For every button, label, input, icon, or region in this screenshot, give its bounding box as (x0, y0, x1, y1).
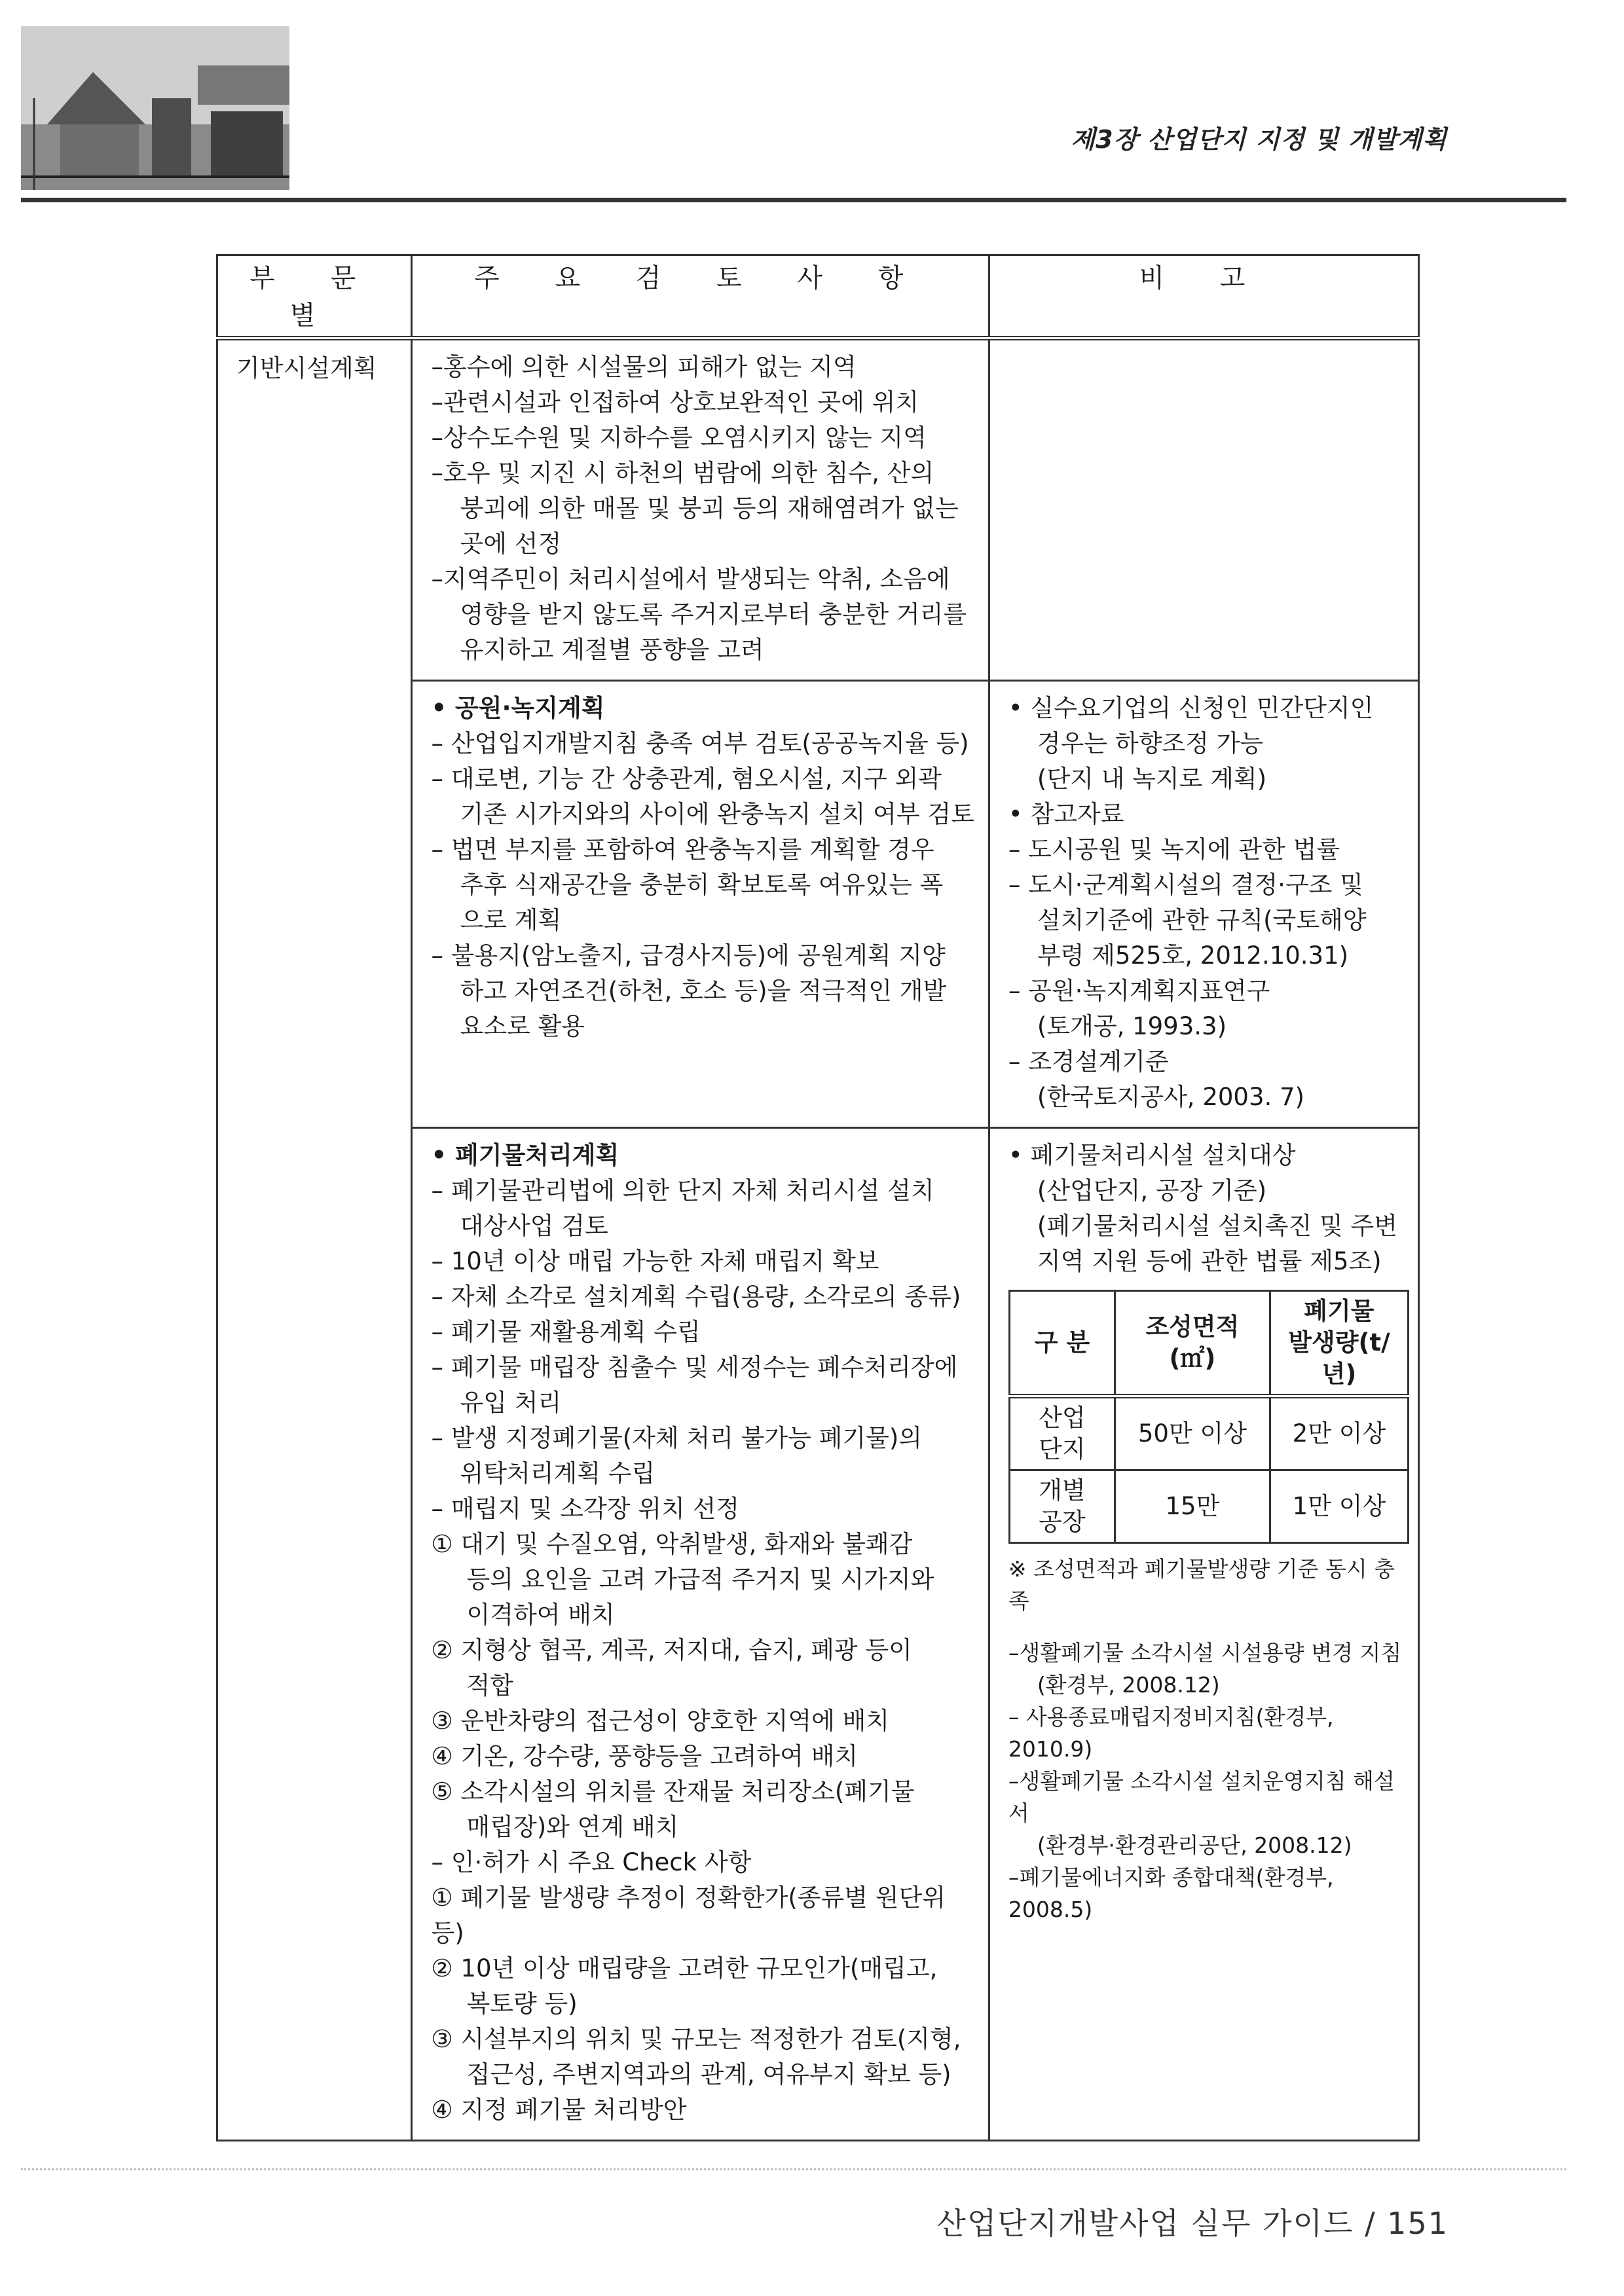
header-remarks: 비 고 (989, 255, 1418, 338)
list-item: ③ 운반차량의 접근성이 양호한 지역에 배치 (431, 1707, 890, 1735)
list-item: 위탁처리계획 수립 (460, 1459, 655, 1487)
list-item: ① 폐기물 발생량 추정이 정확한가(종류별 원단위 등) (431, 1884, 946, 1947)
remark-item: –생활폐기물 소각시설 시설용량 변경 지침 (1008, 1640, 1402, 1666)
remark-item: (토개공, 1993.3) (1037, 1012, 1227, 1040)
remarks-empty-cell (989, 338, 1418, 681)
remark-item: – 도시공원 및 녹지에 관한 법률 (1008, 835, 1340, 864)
remark-item: 설치기준에 관한 규칙(국토해양 (1037, 906, 1367, 934)
list-item: –호우 및 지진 시 하천의 범람에 의한 침수, 산의 (431, 459, 934, 487)
inner-header-area: 조성면적 (㎡) (1115, 1291, 1270, 1396)
list-item: –관련시설과 인접하여 상호보완적인 곳에 위치 (431, 388, 919, 416)
section-label: 기반시설계획 (217, 338, 412, 2141)
list-item: – 발생 지정폐기물(자체 처리 불가능 폐기물)의 (431, 1424, 923, 1452)
waste-plan-cell (412, 1128, 989, 2141)
header-division: 부 문 별 (217, 255, 412, 338)
facility-siting-cell (412, 338, 989, 681)
inner-cell: 1만 이상 (1270, 1470, 1408, 1543)
remark-item: • 참고자료 (1008, 800, 1124, 828)
inner-cell: 15만 (1115, 1470, 1270, 1543)
list-item: 등의 요인을 고려 가급적 주거지 및 시가지와 (466, 1565, 934, 1594)
list-item: 접근성, 주변지역과의 관계, 여유부지 확보 등) (466, 2060, 951, 2088)
list-item: – 매립지 및 소각장 위치 선정 (431, 1495, 739, 1523)
list-item: 붕괴에 의한 매몰 및 붕괴 등의 재해염려가 없는 (460, 494, 959, 522)
inner-header-row (1009, 1291, 1408, 1396)
remark-item: 지역 지원 등에 관한 법률 제5조) (1037, 1247, 1382, 1275)
remark-item: – 조경설계기준 (1008, 1048, 1169, 1076)
remark-item: 경우는 하향조정 가능 (1037, 729, 1264, 757)
list-item: – 폐기물 재활용계획 수립 (431, 1318, 701, 1346)
list-item: 적합 (466, 1671, 513, 1700)
header-rule (21, 198, 1566, 202)
chapter-title: 제3장 산업단지 지정 및 개발계획 (1071, 125, 1447, 154)
list-item: – 불용지(암노출지, 급경사지등)에 공원계획 지양 (431, 941, 946, 970)
list-item: ③ 시설부지의 위치 및 규모는 적정한가 검토(지형, (431, 2025, 961, 2053)
list-item: 하고 자연조건(하천, 호소 등)을 적극적인 개발 (460, 977, 947, 1005)
footer-rule (21, 2168, 1566, 2170)
list-item: –지역주민이 처리시설에서 발생되는 악취, 소음에 (431, 565, 950, 593)
inner-cell: 개별 공장 (1009, 1470, 1115, 1543)
list-item: – 폐기물 매립장 침출수 및 세정수는 폐수처리장에 (431, 1353, 958, 1381)
inner-row (1009, 1396, 1408, 1470)
remark-item: – 공원·녹지계획지표연구 (1008, 977, 1270, 1005)
header-photo (21, 26, 289, 190)
list-item: 복토량 등) (466, 1990, 578, 2018)
list-item: ④ 지정 폐기물 처리방안 (431, 2096, 687, 2124)
inner-row (1009, 1470, 1408, 1543)
list-item: 추후 식재공간을 충분히 확보토록 여유있는 폭 (460, 871, 944, 899)
park-green-plan-cell (412, 681, 989, 1128)
inner-cell: 2만 이상 (1270, 1396, 1408, 1470)
list-item: 기존 시가지와의 사이에 완충녹지 설치 여부 검토 (460, 800, 974, 828)
list-item: ④ 기온, 강수량, 풍향등을 고려하여 배치 (431, 1742, 858, 1770)
inner-header-category: 구 분 (1009, 1291, 1115, 1396)
list-item: ① 대기 및 수질오염, 악취발생, 화재와 불쾌감 (431, 1530, 913, 1558)
park-green-remarks-cell (989, 681, 1418, 1128)
remark-item: • 실수요기업의 신청인 민간단지인 (1008, 694, 1374, 722)
table-header-row (217, 255, 1419, 338)
list-item: 요소로 활용 (460, 1012, 585, 1040)
list-item: – 인·허가 시 주요 Check 사항 (431, 1848, 752, 1876)
page-footer: 산업단지개발사업 실무 가이드 / 151 (936, 2206, 1449, 2241)
list-item: – 산업입지개발지침 충족 여부 검토(공공녹지율 등) (431, 729, 969, 757)
list-item: ② 10년 이상 매립량을 고려한 규모인가(매립고, (431, 1954, 938, 1982)
waste-criteria-table (1008, 1290, 1409, 1544)
review-table (216, 254, 1420, 2141)
remark-item: –폐기물에너지화 종합대책(환경부, 2008.5) (1008, 1865, 1334, 1922)
list-item: – 대로변, 기능 간 상충관계, 혐오시설, 지구 외곽 (431, 765, 942, 793)
list-item: –홍수에 의한 시설물의 피해가 없는 지역 (431, 353, 857, 381)
list-item: – 폐기물관리법에 의한 단지 자체 처리시설 설치 (431, 1176, 934, 1205)
inner-cell: 50만 이상 (1115, 1396, 1270, 1470)
remark-item: – 사용종료매립지정비지침(환경부, 2010.9) (1008, 1704, 1334, 1762)
waste-remarks-cell (989, 1128, 1418, 2141)
list-item: 으로 계획 (460, 906, 562, 934)
remark-item: –생활폐기물 소각시설 설치운영지침 해설서 (1008, 1768, 1395, 1826)
criteria-note: ※ 조성면적과 폐기물발생량 기준 동시 충족 (1008, 1556, 1395, 1614)
remark-item: (환경부, 2008.12) (1037, 1672, 1220, 1698)
remark-item: (한국토지공사, 2003. 7) (1037, 1083, 1304, 1111)
remark-item: (단지 내 녹지로 계획) (1037, 765, 1267, 793)
remark-item: 부령 제525호, 2012.10.31) (1037, 941, 1349, 970)
list-item: 유입 처리 (460, 1389, 562, 1417)
list-item: – 자체 소각로 설치계획 수립(용량, 소각로의 종류) (431, 1283, 961, 1311)
list-item: –상수도수원 및 지하수를 오염시키지 않는 지역 (431, 424, 927, 452)
inner-header-waste: 폐기물 발생량(t/년) (1270, 1291, 1408, 1396)
remark-item: (폐기물처리시설 설치촉진 및 주변 (1037, 1212, 1398, 1240)
remark-item: – 도시·군계획시설의 결정·구조 및 (1008, 871, 1363, 899)
section-title: • 공원·녹지계획 (431, 694, 605, 722)
list-item: 대상사업 검토 (460, 1212, 608, 1240)
list-item: ② 지형상 협곡, 계곡, 저지대, 습지, 폐광 등이 (431, 1636, 912, 1664)
list-item: 영향을 받지 않도록 주거지로부터 충분한 거리를 (460, 600, 967, 629)
list-item: ⑤ 소각시설의 위치를 잔재물 처리장소(폐기물 (431, 1777, 915, 1806)
list-item: 매립장)와 연계 배치 (466, 1813, 679, 1841)
remark-item: (환경부·환경관리공단, 2008.12) (1037, 1832, 1352, 1858)
inner-cell: 산업 단지 (1009, 1396, 1115, 1470)
list-item: 이격하여 배치 (466, 1601, 615, 1629)
list-item: 유지하고 계절별 풍향을 고려 (460, 636, 764, 664)
list-item: – 법면 부지를 포함하여 완충녹지를 계획할 경우 (431, 835, 934, 864)
section-title: • 폐기물처리계획 (431, 1141, 619, 1169)
list-item: 곳에 선정 (460, 530, 562, 558)
header-review-items: 주 요 검 토 사 항 (412, 255, 989, 338)
list-item: – 10년 이상 매립 가능한 자체 매립지 확보 (431, 1247, 879, 1275)
table-row (217, 338, 1419, 681)
remark-item: (산업단지, 공장 기준) (1037, 1176, 1267, 1205)
remark-item: • 폐기물처리시설 설치대상 (1008, 1141, 1296, 1169)
